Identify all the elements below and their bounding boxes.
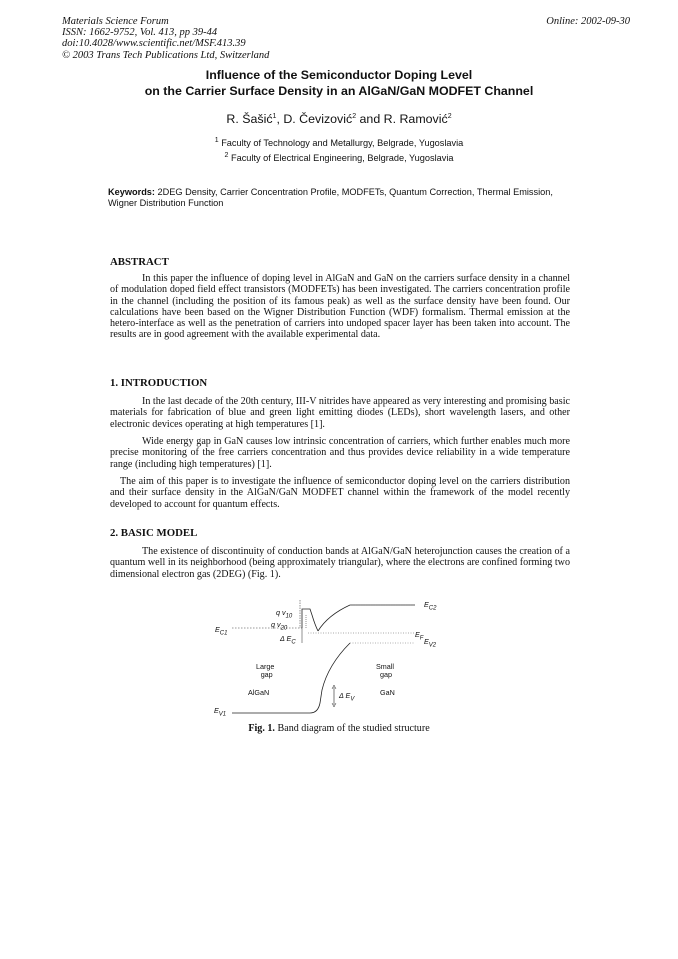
basic-model-heading: 2. BASIC MODEL — [110, 527, 198, 539]
large-gap-label: Large gap — [256, 662, 275, 679]
basic-model-paragraph: The existence of discontinuity of conduction bands at AlGaN/GaN heterojunction causes the creation of a quantum well in its neighborhood (being approximately triangular), where the electrons are confined forming two dimensional electron gas (2DEG) (Fig. 1). — [110, 546, 570, 580]
ec1-label: $E_{C1}$ — [215, 625, 228, 637]
figure-1-caption — [0, 723, 678, 734]
issn-line: ISSN: 1662-9752, Vol. 413, pp 39-44 — [62, 27, 218, 39]
affiliation-2-text: Faculty of Electrical Engineering, Belgrade, Yugoslavia — [230, 153, 454, 163]
abstract-heading: ABSTRACT — [110, 256, 169, 268]
affiliation-1-text: Faculty of Technology and Metallurgy, Belgrade, Yugoslavia — [221, 138, 464, 148]
qv10-label: q $v_{10}$ — [276, 608, 293, 620]
author-2-sup: 2 — [352, 112, 357, 120]
ev1-label: $E_{V1}$ — [214, 706, 227, 718]
affiliation-2-sup: 2 — [224, 151, 229, 159]
intro-paragraph-3: The aim of this paper is to investigate the influence of semiconductor doping level on the carriers distribution and their surface density in the AlGaN/GaN MODFET channel within the framework of the model recently developed to account for quantum effects. — [110, 476, 570, 510]
paper-title-line-1: Influence of the Semiconductor Doping Level — [205, 68, 473, 82]
copyright-line: © 2003 Trans Tech Publications Ltd, Switzerland — [62, 49, 270, 61]
author-3: and R. Ramović — [356, 112, 448, 126]
intro-paragraph-1: In the last decade of the 20th century, III-V nitrides have appeared as very interesting and promising basic materials for fabrication of blue and green light emitting diodes (LEDs), short wavelength lasers, and other electronic devices operating at high temperatures [1]. — [110, 396, 570, 430]
ev2-label: $E_{V2}$ — [424, 637, 437, 649]
affiliation-2 — [0, 153, 678, 163]
author-1-sup: 1 — [272, 112, 277, 120]
journal-header — [62, 16, 269, 61]
author-2: , D. Čevizović — [276, 112, 353, 126]
algan-label: AlGaN — [248, 688, 270, 697]
online-date: Online: 2002-09-30 — [546, 16, 630, 27]
delta-ec-label: Δ $E_C$ — [280, 634, 296, 646]
affiliation-1-sup: 1 — [214, 136, 219, 144]
author-1: R. Šašić — [226, 112, 273, 126]
keywords — [108, 187, 578, 209]
intro-paragraph-2: Wide energy gap in GaN causes low intrinsic concentration of carriers, which further enables much more precise monitoring of the free carriers concentration and thus provides device reliability in a wide temperature range (including high temperatures) [1]. — [110, 436, 570, 470]
keywords-label: Keywords: — [108, 187, 155, 197]
qv20-label: q $v_{20}$ — [271, 620, 288, 632]
abstract-text: In this paper the influence of doping level in AlGaN and GaN on the carriers surface density in a channel of modulation doped field effect transistors (MODFETs) has been investigated. The carriers concentration profile in the channel (including the position of its famous peak) as well as the surface density have been found. Our calculations have been based on the Wigner Distribution Function (WDF) formalism. Thermal emission at the hetero-interface as well as the penetration of carriers into undoped spacer layer has been taken into account. The results are in good agreement with the available experimental data. — [110, 273, 570, 341]
affiliation-1 — [0, 138, 678, 148]
keywords-text: 2DEG Density, Carrier Concentration Profile, MODFETs, Quantum Correction, Thermal Emission, Wigner Distribution Function — [108, 187, 553, 208]
small-gap-label: Small gap — [376, 662, 394, 679]
conduction-band-rise — [318, 605, 415, 631]
journal-name: Materials Science Forum — [62, 16, 169, 27]
valence-band-curve — [232, 643, 350, 713]
band-diagram — [210, 595, 440, 720]
figure-1-caption-text: Band diagram of the studied structure — [274, 723, 430, 734]
ec2-label: $E_{C2}$ — [424, 600, 437, 612]
figure-1-caption-label: Fig. 1. — [248, 723, 275, 734]
paper-title-line-2: on the Carrier Surface Density in an AlGaN/GaN MODFET Channel — [144, 84, 534, 98]
ef-label: $E_F$ — [415, 630, 424, 642]
conduction-band-curve — [302, 609, 318, 631]
author-list — [0, 112, 678, 126]
band-diagram-figure — [210, 595, 440, 730]
delta-ev-label: Δ $E_V$ — [339, 691, 355, 703]
gan-label: GaN — [380, 688, 395, 697]
intro-heading: 1. INTRODUCTION — [110, 377, 208, 389]
author-3-sup: 2 — [447, 112, 452, 120]
doi-line: doi:10.4028/www.scientific.net/MSF.413.39 — [62, 38, 246, 50]
